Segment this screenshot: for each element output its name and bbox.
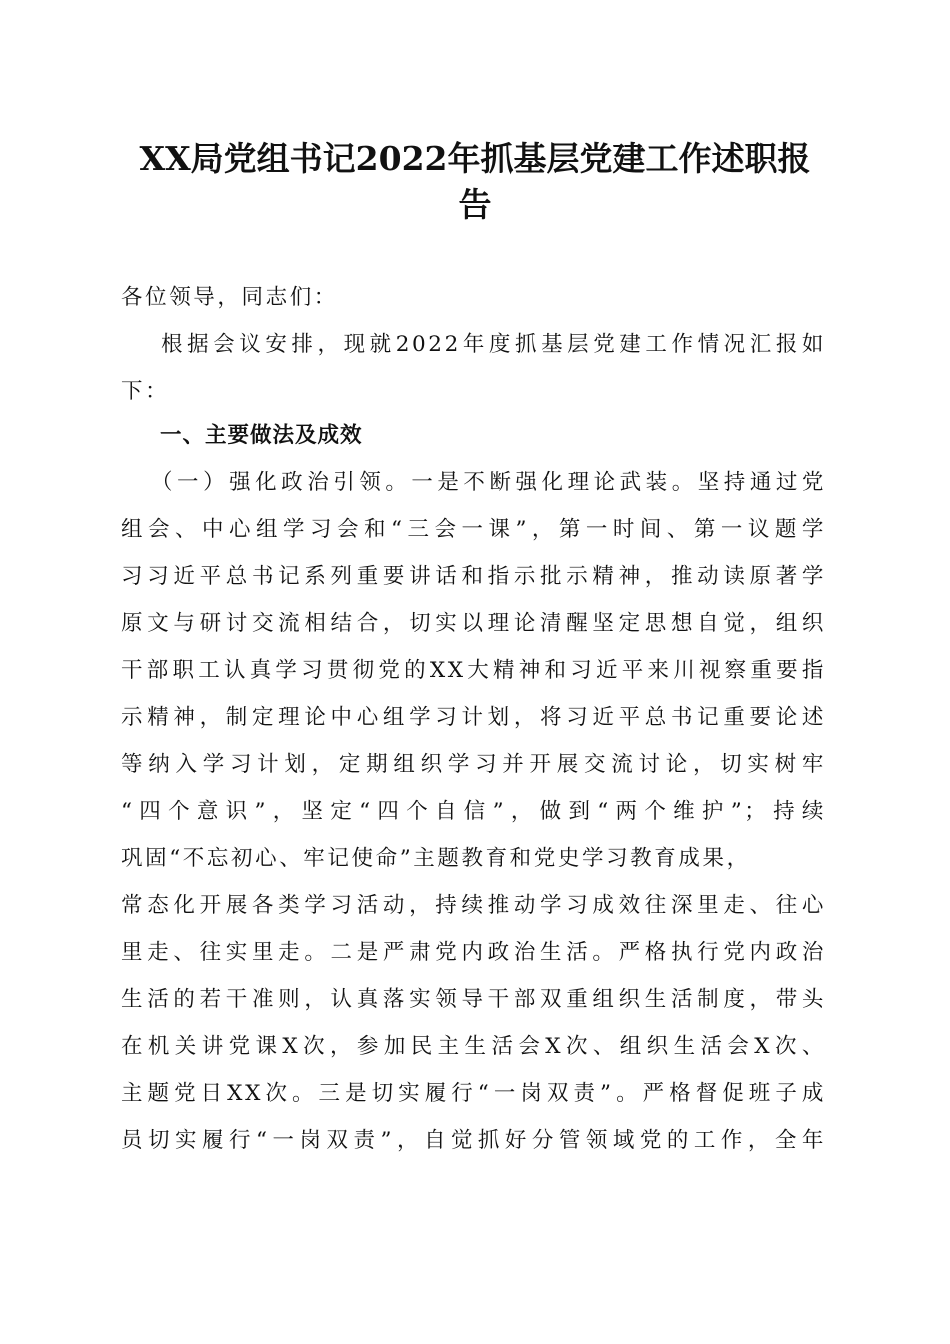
document-title <box>110 136 840 228</box>
paragraph-line: 主题党日XX次。三是切实履行“一岗双责”。严格督促班子成 <box>121 1081 826 1106</box>
paragraph-line: 员切实履行“一岗双责”，自觉抓好分管领域党的工作，全年 <box>121 1128 826 1153</box>
section-heading-1: 一、主要做法及成效 <box>160 423 363 448</box>
paragraph-line: 示精神，制定理论中心组学习计划，将习近平总书记重要论述 <box>121 705 826 730</box>
paragraph-line: 等纳入学习计划，定期组织学习并开展交流讨论，切实树牢 <box>121 752 826 777</box>
section-1-paragraph <box>121 459 826 1164</box>
paragraph-line: 习习近平总书记系列重要讲话和指示批示精神，推动读原著学 <box>121 564 826 589</box>
title-line-2: 告 <box>458 185 492 224</box>
title-line-1: XX局党组书记2022年抓基层党建工作述职报 <box>139 139 811 178</box>
paragraph-line: 巩固“不忘初心、牢记使命”主题教育和党史学习教育成果， <box>121 846 751 871</box>
paragraph-line: 常态化开展各类学习活动，持续推动学习成效往深里走、往心 <box>121 893 826 918</box>
paragraph-line: （一）强化政治引领。一是不断强化理论武装。坚持通过党 <box>151 470 826 495</box>
intro-paragraph <box>121 321 826 415</box>
intro-line-1: 根据会议安排，现就2022年度抓基层党建工作情况汇报如 <box>161 332 826 357</box>
paragraph-line: 原文与研讨交流相结合，切实以理论清醒坚定思想自觉，组织 <box>121 611 826 636</box>
paragraph-line: 干部职工认真学习贯彻党的XX大精神和习近平来川视察重要指 <box>121 658 826 683</box>
paragraph-line: “四个意识”，坚定“四个自信”，做到“两个维护”；持续 <box>121 799 826 824</box>
paragraph-line: 里走、往实里走。二是严肃党内政治生活。严格执行党内政治 <box>121 940 826 965</box>
paragraph-line: 组会、中心组学习会和“三会一课”，第一时间、第一议题学 <box>121 517 826 542</box>
salutation: 各位领导，同志们： <box>121 285 338 310</box>
intro-line-2: 下： <box>121 379 170 404</box>
paragraph-line: 生活的若干准则，认真落实领导干部双重组织生活制度，带头 <box>121 987 826 1012</box>
paragraph-line: 在机关讲党课X次，参加民主生活会X次、组织生活会X次、 <box>121 1034 826 1059</box>
